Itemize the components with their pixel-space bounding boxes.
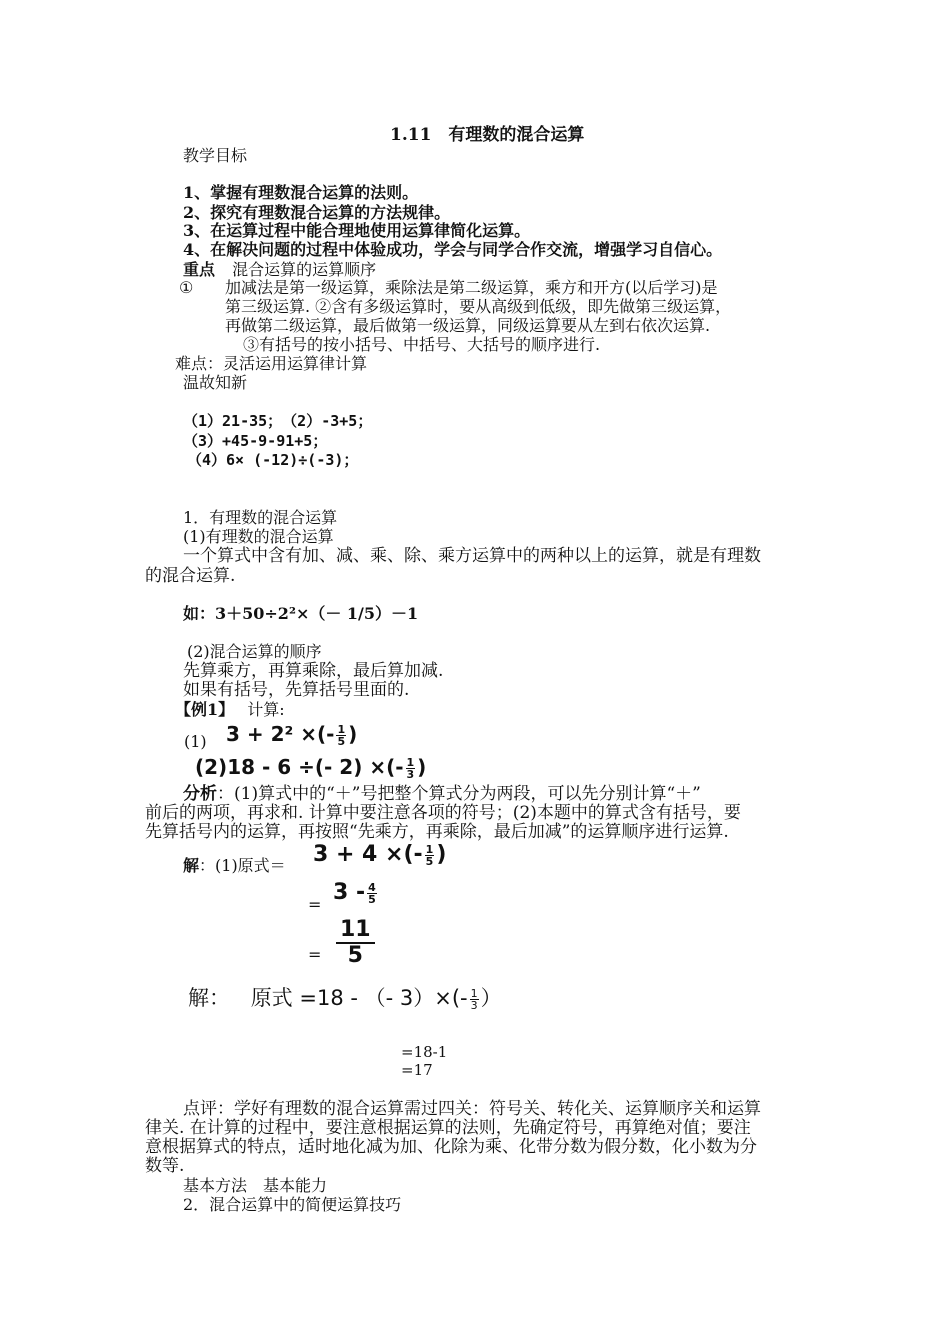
solution1-frac1: $\frac{1}{5}$ <box>425 842 434 868</box>
example1-p1-expr: 3 + 2² ×(- <box>226 722 335 746</box>
solution1-expr1: 3 + 4 ×(- $\frac{1}{5}$ ) <box>313 842 447 868</box>
analysis-line: 先算括号内的运算，再按照“先乘方，再乘除，最后加减”的运算顺序进行运算. <box>145 822 729 842</box>
example1-heading <box>175 700 285 720</box>
analysis-line: 分析：(1)算式中的“＋”号把整个算式分为两段，可以先分别计算“＋” <box>183 784 701 804</box>
solution2-frac: $\frac{1}{3}$ <box>470 986 478 1012</box>
example1-p2-expr: (2)18 - 6 ÷(- 2) ×(- <box>195 755 404 779</box>
solution2-step: =17 <box>401 1061 433 1079</box>
review-item: （4）6× (-12)÷(-3)； <box>187 451 359 469</box>
section1-heading: 1．有理数的混合运算 <box>183 508 338 527</box>
key-detail-line: 第三级运算. ②含有多级运算时，要从高级到低级，即先做第三级运算， <box>225 297 732 316</box>
objectives-heading: 教学目标 <box>183 146 248 165</box>
section2-heading: 2．混合运算中的简便运算技巧 <box>183 1195 402 1214</box>
example1-p1-expression: 3 + 2² ×(- $\frac{1}{5}$ ) <box>226 722 358 748</box>
comment-line: 律关. 在计算的过程中，要注意根据运算的法则，先确定符号，再算绝对值；要注 <box>145 1118 751 1138</box>
order-line: 如果有括号，先算括号里面的. <box>183 680 410 700</box>
solution2-step: =18-1 <box>401 1043 448 1061</box>
solution1-frac2: $\frac{4}{5}$ <box>368 880 376 906</box>
key-detail-line: 加减法是第一级运算，乘除法是第二级运算，乘方和开方(以后学习)是 <box>225 278 718 297</box>
analysis-line: 前后的两项，再求和. 计算中要注意各项的符号；(2)本题中的算式含有括号，要 <box>145 803 741 823</box>
solution1-eq: = <box>308 945 322 964</box>
solution1-label: 解 <box>183 856 200 875</box>
solution1-eq: = <box>308 895 322 914</box>
analysis-label: 分析 <box>183 784 217 804</box>
key-marker: ① <box>179 278 194 297</box>
example1-label: 【例1】 <box>175 700 235 719</box>
definition-line: 一个算式中含有加、减、乘、除、乘方运算中的两种以上的运算，就是有理数 <box>183 546 761 566</box>
comment-line: 点评：学好有理数的混合运算需过四关：符号关、转化关、运算顺序关和运算 <box>183 1099 761 1119</box>
comment-line: 数等. <box>145 1156 185 1176</box>
page-title: 1.11 有理数的混合运算 <box>390 125 585 145</box>
sub2-heading: (2)混合运算的顺序 <box>187 642 322 661</box>
comment-line: 意根据算式的特点，适时地化减为加、化除为乘、化带分数为假分数，化小数为分 <box>145 1137 757 1157</box>
definition-line: 的混合运算. <box>145 566 236 586</box>
solution1-prefix: 解：(1)原式＝ <box>183 856 286 875</box>
objective-item: 4、在解决问题的过程中体验成功，学会与同学合作交流，增强学习自信心。 <box>183 240 723 259</box>
solution1-expr2: 3 - $\frac{4}{5}$ <box>333 880 376 906</box>
objective-item: 1、掌握有理数混合运算的法则。 <box>183 183 419 202</box>
example-intro: 如：3＋50÷2²×（－ 1/5）－1 <box>183 604 419 623</box>
example1-p2-fraction: $\frac{1}{3}$ <box>406 756 415 781</box>
sub1-heading: (1)有理数的混合运算 <box>183 527 334 546</box>
key-text: 混合运算的运算顺序 <box>232 260 377 279</box>
key-point <box>183 260 376 280</box>
objective-item: 2、探究有理数混合运算的方法规律。 <box>183 203 451 222</box>
objective-item: 3、在运算过程中能合理地使用运算律简化运算。 <box>183 221 531 240</box>
order-line: 先算乘方，再算乘除，最后算加减. <box>183 661 444 681</box>
review-item: （3）+45-9-91+5； <box>183 432 328 450</box>
example1-p1-fraction: $\frac{1}{5}$ <box>337 723 346 748</box>
key-detail-line: ③有括号的按小括号、中括号、大括号的顺序进行. <box>243 335 601 354</box>
solution2-label: 解： <box>188 986 230 1010</box>
key-label: 重点 <box>183 260 216 279</box>
example1-text: 计算: <box>247 700 285 719</box>
solution1-result: 11 5 <box>336 918 375 968</box>
key-detail-line: 再做第二级运算，最后做第一级运算，同级运算要从左到右依次运算. <box>225 316 711 335</box>
example1-p2-expression: (2)18 - 6 ÷(- 2) ×(- $\frac{1}{3}$ ) <box>195 755 427 781</box>
difficulty: 难点：灵活运用运算律计算 <box>175 354 368 373</box>
example1-p1-label: (1) <box>184 732 207 751</box>
review-item: （1）21-35； （2）-3+5； <box>183 412 373 430</box>
solution2-expression: 解： 原式 =18 - （- 3）×(- $\frac{1}{3}$ ） <box>188 986 502 1012</box>
review-heading: 温故知新 <box>183 373 248 392</box>
basic-line: 基本方法 基本能力 <box>183 1176 328 1195</box>
